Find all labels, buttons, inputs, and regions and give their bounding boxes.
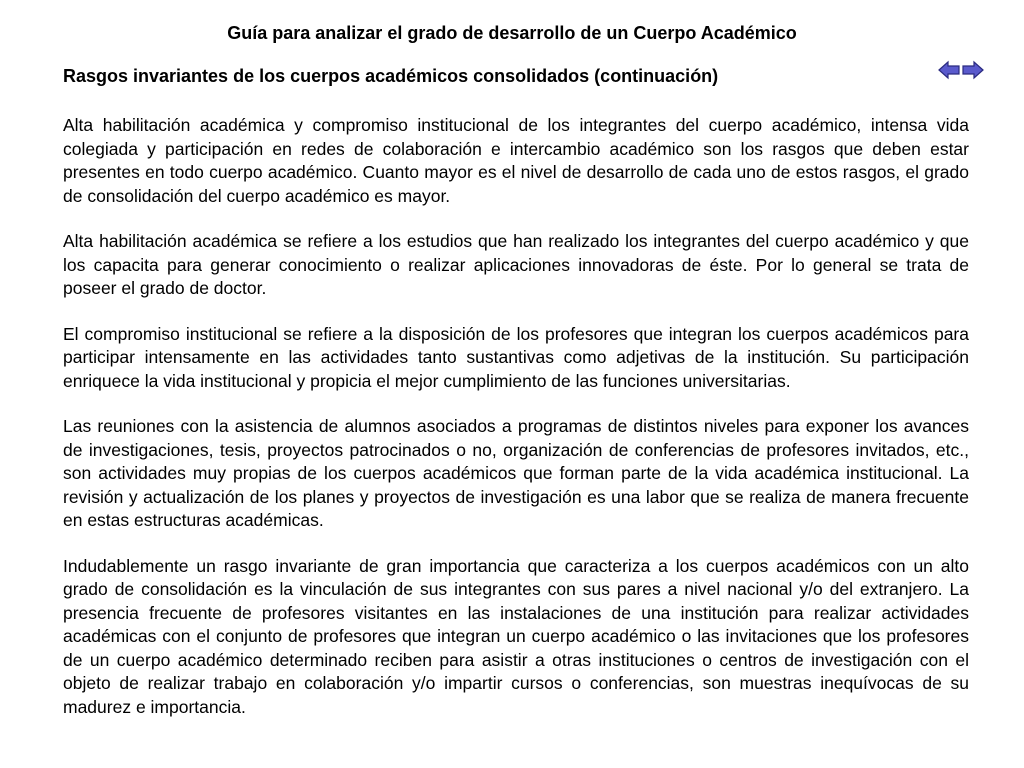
slide-navigation [938, 60, 984, 80]
page-title: Guía para analizar el grado de desarrollo de un Cuerpo Académico [227, 23, 797, 43]
body-content [63, 114, 969, 741]
paragraph: Alta habilitación académica y compromiso institucional de los integrantes del cuerpo académico, intensa vida colegiada y participación en redes de colaboración e intercambio académico son los rasgos que deben estar presentes en todo cuerpo académico. Cuanto mayor es el nivel de desarrollo de cada uno de estos rasgos, el grado de consolidación del cuerpo académico es mayor. [63, 115, 969, 206]
paragraph: Las reuniones con la asistencia de alumnos asociados a programas de distintos niveles para exponer los avances de investigaciones, tesis, proyectos patrocinados o no, organización de conferencias de profesores invitados, etc., son actividades muy propias de los cuerpos académicos que forman parte de la vida académica institucional. La revisión y actualización de los planes y proyectos de investigación es una labor que se realiza de manera frecuente en estas estructuras académicas. [63, 416, 969, 530]
arrow-right-icon[interactable] [962, 60, 984, 80]
paragraph: Indudablemente un rasgo invariante de gran importancia que caracteriza a los cuerpos académicos con un alto grado de consolidación es la vinculación de sus integrantes con sus pares a nivel nacional y/o del extranjero. La presencia frecuente de profesores visitantes en las instalaciones de una institución para realizar actividades académicas con el conjunto de profesores que integran un cuerpo académico o las invitaciones que los profesores de un cuerpo académico determinado reciben para asistir a otras instituciones o centros de investigación con el objeto de realizar trabajo en colaboración y/o impartir cursos o conferencias, son muestras inequívocas de su madurez e importancia. [63, 555, 969, 717]
paragraph: El compromiso institucional se refiere a la disposición de los profesores que integran los cuerpos académicos para participar intensamente en las actividades tanto sustantivas como adjetivas de la institución. Su participación enriquece la vida institucional y propicia el mejor cumplimiento de las funciones universitarias. [63, 323, 969, 391]
arrow-left-icon[interactable] [938, 60, 960, 80]
section-subtitle: Rasgos invariantes de los cuerpos académicos consolidados (continuación) [63, 66, 719, 86]
paragraph: Alta habilitación académica se refiere a los estudios que han realizado los integrantes del cuerpo académico y que los capacita para generar conocimiento o realizar aplicaciones innovadoras de éste. Por lo general se trata de poseer el grado de doctor. [63, 231, 969, 298]
